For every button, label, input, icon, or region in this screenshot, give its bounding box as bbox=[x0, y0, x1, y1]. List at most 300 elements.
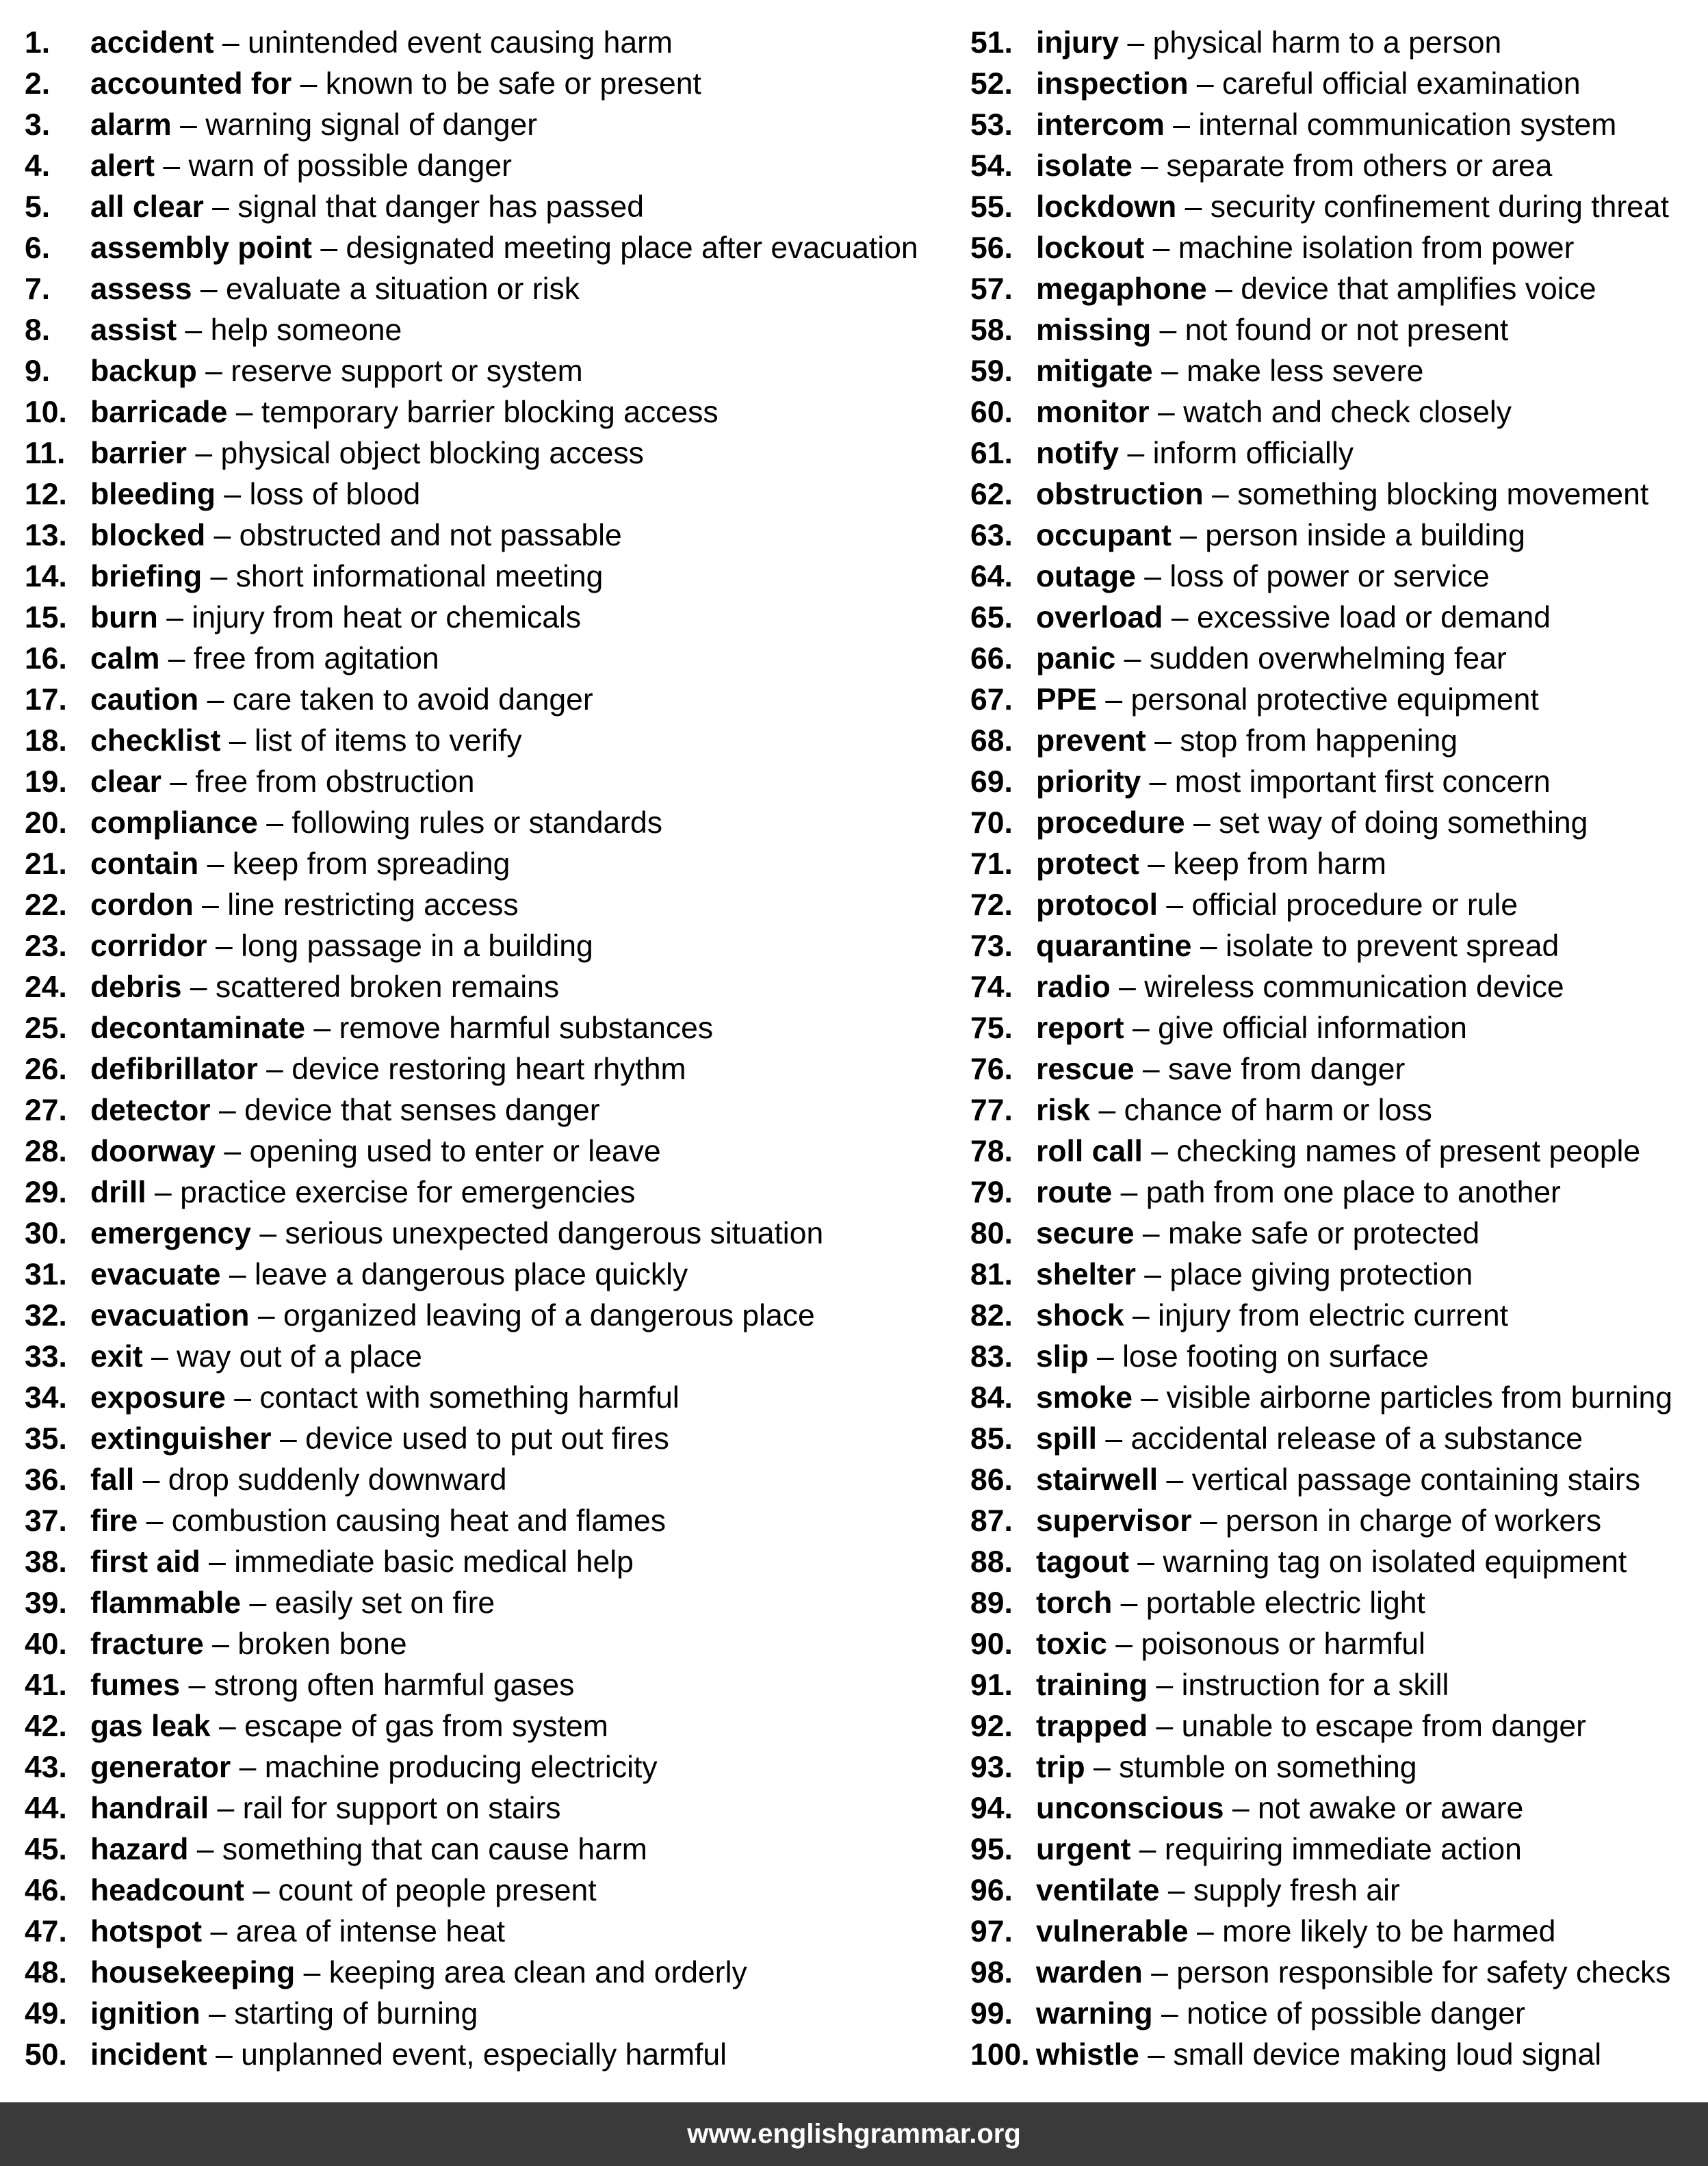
dash-separator: – bbox=[249, 1299, 283, 1332]
item-definition: practice exercise for emergencies bbox=[180, 1176, 636, 1209]
item-term: intercom bbox=[1036, 108, 1165, 142]
list-item bbox=[970, 1337, 1703, 1378]
item-definition: watch and check closely bbox=[1183, 396, 1512, 429]
dash-separator: – bbox=[1148, 1668, 1182, 1702]
item-definition: list of items to verify bbox=[254, 724, 522, 758]
dash-separator: – bbox=[205, 519, 240, 552]
list-item bbox=[25, 228, 962, 269]
item-number: 84. bbox=[970, 1381, 1013, 1415]
item-number: 66. bbox=[970, 642, 1013, 675]
item-definition: injury from electric current bbox=[1158, 1299, 1508, 1332]
item-number: 48. bbox=[25, 1956, 67, 1989]
left-column bbox=[25, 23, 962, 2076]
item-term: priority bbox=[1036, 765, 1141, 799]
item-definition: warning tag on isolated equipment bbox=[1163, 1545, 1627, 1579]
item-term: briefing bbox=[90, 560, 203, 593]
item-term: accident bbox=[90, 26, 214, 60]
list-item bbox=[970, 1870, 1703, 1911]
item-definition: set way of doing something bbox=[1219, 806, 1588, 840]
dash-separator: – bbox=[192, 272, 226, 306]
item-term: stairwell bbox=[1036, 1463, 1159, 1497]
item-number: 61. bbox=[970, 437, 1013, 470]
item-term: blocked bbox=[90, 519, 206, 552]
item-definition: wireless communication device bbox=[1144, 970, 1564, 1004]
list-item bbox=[25, 844, 962, 885]
item-definition: short informational meeting bbox=[235, 560, 604, 593]
item-term: hotspot bbox=[90, 1915, 203, 1948]
item-term: inspection bbox=[1036, 67, 1189, 101]
item-number: 56. bbox=[970, 231, 1013, 265]
item-definition: broken bone bbox=[237, 1627, 407, 1661]
item-number: 37. bbox=[25, 1504, 67, 1538]
item-number: 24. bbox=[25, 970, 67, 1004]
list-item bbox=[970, 1090, 1703, 1131]
item-term: detector bbox=[90, 1094, 211, 1127]
item-number: 71. bbox=[970, 847, 1013, 881]
list-item bbox=[970, 23, 1703, 64]
item-term: outage bbox=[1036, 560, 1136, 593]
dash-separator: – bbox=[1097, 683, 1131, 717]
item-term: overload bbox=[1036, 601, 1163, 634]
list-item bbox=[970, 1172, 1703, 1213]
item-number: 60. bbox=[970, 396, 1013, 429]
item-definition: sudden overwhelming fear bbox=[1149, 642, 1507, 675]
dash-separator: – bbox=[1191, 929, 1226, 963]
item-definition: drop suddenly downward bbox=[168, 1463, 507, 1497]
dash-separator: – bbox=[1085, 1751, 1120, 1784]
dash-separator: – bbox=[1130, 1833, 1165, 1866]
item-number: 45. bbox=[25, 1833, 67, 1866]
item-definition: separate from others or area bbox=[1166, 149, 1553, 183]
item-number: 31. bbox=[25, 1258, 67, 1291]
item-number: 28. bbox=[25, 1135, 67, 1168]
list-item bbox=[25, 1254, 962, 1295]
item-number: 19. bbox=[25, 765, 67, 799]
item-number: 35. bbox=[25, 1422, 67, 1456]
item-definition: remove harmful substances bbox=[339, 1011, 714, 1045]
item-number: 81. bbox=[970, 1258, 1013, 1291]
item-definition: notice of possible danger bbox=[1187, 1997, 1525, 2030]
item-definition: known to be safe or present bbox=[325, 67, 701, 101]
item-number: 62. bbox=[970, 478, 1013, 511]
item-number: 9. bbox=[25, 354, 51, 388]
dash-separator: – bbox=[1142, 1956, 1177, 1989]
list-item bbox=[970, 1419, 1703, 1460]
item-term: housekeeping bbox=[90, 1956, 296, 1989]
item-term: exit bbox=[90, 1340, 143, 1374]
item-term: barricade bbox=[90, 396, 228, 429]
dash-separator: – bbox=[220, 724, 255, 758]
item-number: 11. bbox=[25, 437, 66, 470]
item-term: lockout bbox=[1036, 231, 1145, 265]
item-number: 1. bbox=[25, 26, 51, 60]
dash-separator: – bbox=[1206, 272, 1241, 306]
dash-separator: – bbox=[1110, 970, 1145, 1004]
dash-separator: – bbox=[1203, 478, 1238, 511]
item-term: accounted for bbox=[90, 67, 292, 101]
item-number: 22. bbox=[25, 888, 67, 922]
item-term: injury bbox=[1036, 26, 1120, 60]
dash-separator: – bbox=[295, 1956, 329, 1989]
dash-separator: – bbox=[157, 601, 192, 634]
dash-separator: – bbox=[202, 560, 236, 593]
item-number: 51. bbox=[970, 26, 1013, 60]
item-number: 79. bbox=[970, 1176, 1013, 1209]
item-number: 75. bbox=[970, 1011, 1013, 1045]
item-definition: warning signal of danger bbox=[205, 108, 538, 142]
list-item bbox=[970, 1829, 1703, 1870]
dash-separator: – bbox=[207, 929, 242, 963]
item-number: 39. bbox=[25, 1586, 67, 1620]
item-definition: keep from harm bbox=[1173, 847, 1386, 881]
item-number: 58. bbox=[970, 313, 1013, 347]
list-item bbox=[970, 1542, 1703, 1583]
item-definition: escape of gas from system bbox=[244, 1710, 608, 1743]
item-term: flammable bbox=[90, 1586, 242, 1620]
item-definition: contact with something harmful bbox=[259, 1381, 680, 1415]
list-item bbox=[25, 1911, 962, 1952]
item-term: all clear bbox=[90, 190, 204, 224]
item-term: fall bbox=[90, 1463, 135, 1497]
dash-separator: – bbox=[177, 313, 211, 347]
list-item bbox=[25, 1172, 962, 1213]
list-item bbox=[25, 1870, 962, 1911]
item-number: 96. bbox=[970, 1874, 1013, 1907]
list-item bbox=[25, 1583, 962, 1624]
list-item bbox=[25, 1049, 962, 1090]
item-term: bleeding bbox=[90, 478, 216, 511]
list-item bbox=[25, 1131, 962, 1172]
list-item bbox=[970, 967, 1703, 1008]
dash-separator: – bbox=[271, 1422, 306, 1456]
item-number: 80. bbox=[970, 1217, 1013, 1250]
dash-separator: – bbox=[1097, 1422, 1131, 1456]
item-number: 52. bbox=[970, 67, 1013, 101]
item-number: 99. bbox=[970, 1997, 1013, 2030]
item-number: 40. bbox=[25, 1627, 67, 1661]
item-number: 36. bbox=[25, 1463, 67, 1497]
item-definition: make less severe bbox=[1187, 354, 1424, 388]
item-number: 21. bbox=[25, 847, 67, 881]
item-term: handrail bbox=[90, 1792, 209, 1825]
item-definition: physical object blocking access bbox=[220, 437, 644, 470]
item-definition: free from obstruction bbox=[195, 765, 475, 799]
list-item bbox=[970, 721, 1703, 762]
item-definition: designated meeting place after evacuation bbox=[346, 231, 918, 265]
item-number: 53. bbox=[970, 108, 1013, 142]
item-definition: evaluate a situation or risk bbox=[225, 272, 580, 306]
item-number: 44. bbox=[25, 1792, 67, 1825]
dash-separator: – bbox=[180, 1668, 214, 1702]
item-term: drill bbox=[90, 1176, 146, 1209]
item-definition: obstructed and not passable bbox=[239, 519, 622, 552]
item-term: urgent bbox=[1036, 1833, 1131, 1866]
list-item bbox=[25, 762, 962, 803]
list-item bbox=[25, 1788, 962, 1829]
list-item bbox=[25, 64, 962, 105]
list-item bbox=[970, 64, 1703, 105]
dash-separator: – bbox=[1107, 1627, 1141, 1661]
dash-separator: – bbox=[1119, 26, 1153, 60]
item-term: procedure bbox=[1036, 806, 1185, 840]
dash-separator: – bbox=[220, 1258, 255, 1291]
item-number: 82. bbox=[970, 1299, 1013, 1332]
dash-separator: – bbox=[214, 26, 248, 60]
item-number: 94. bbox=[970, 1792, 1013, 1825]
item-term: monitor bbox=[1036, 396, 1150, 429]
item-term: route bbox=[1036, 1176, 1113, 1209]
item-term: contain bbox=[90, 847, 199, 881]
item-definition: free from agitation bbox=[193, 642, 439, 675]
list-item bbox=[970, 1706, 1703, 1747]
dash-separator: – bbox=[1224, 1792, 1258, 1825]
item-term: assist bbox=[90, 313, 177, 347]
item-term: defibrillator bbox=[90, 1053, 258, 1086]
dash-separator: – bbox=[181, 970, 216, 1004]
item-number: 42. bbox=[25, 1710, 67, 1743]
item-term: warning bbox=[1036, 1997, 1153, 2030]
item-number: 86. bbox=[970, 1463, 1013, 1497]
list-item bbox=[970, 269, 1703, 310]
dash-separator: – bbox=[207, 2038, 242, 2072]
list-item bbox=[970, 680, 1703, 721]
dash-separator: – bbox=[257, 1053, 292, 1086]
item-term: notify bbox=[1036, 437, 1120, 470]
dash-separator: – bbox=[1112, 1586, 1146, 1620]
dash-separator: – bbox=[200, 1545, 235, 1579]
item-term: rescue bbox=[1036, 1053, 1135, 1086]
dash-separator: – bbox=[305, 1011, 339, 1045]
item-definition: save from danger bbox=[1167, 1053, 1406, 1086]
dash-separator: – bbox=[1144, 231, 1178, 265]
item-term: headcount bbox=[90, 1874, 244, 1907]
item-term: corridor bbox=[90, 929, 207, 963]
item-definition: easily set on fire bbox=[274, 1586, 495, 1620]
item-definition: something blocking movement bbox=[1237, 478, 1649, 511]
list-item bbox=[25, 1460, 962, 1501]
item-number: 29. bbox=[25, 1176, 67, 1209]
item-number: 16. bbox=[25, 642, 67, 675]
dash-separator: – bbox=[1135, 1258, 1170, 1291]
list-item bbox=[970, 885, 1703, 926]
item-number: 27. bbox=[25, 1094, 67, 1127]
item-number: 18. bbox=[25, 724, 67, 758]
item-definition: unplanned event, especially harmful bbox=[241, 2038, 727, 2072]
item-definition: not found or not present bbox=[1185, 313, 1509, 347]
dash-separator: – bbox=[1132, 149, 1167, 183]
list-item bbox=[25, 105, 962, 146]
item-definition: visible airborne particles from burning bbox=[1166, 1381, 1673, 1415]
list-item bbox=[970, 1131, 1703, 1172]
dash-separator: – bbox=[241, 1586, 275, 1620]
item-number: 78. bbox=[970, 1135, 1013, 1168]
dash-separator: – bbox=[244, 1874, 279, 1907]
item-number: 7. bbox=[25, 272, 51, 306]
dash-separator: – bbox=[159, 642, 194, 675]
dash-separator: – bbox=[292, 67, 326, 101]
item-definition: line restricting access bbox=[227, 888, 519, 922]
dash-separator: – bbox=[227, 396, 261, 429]
dash-separator: – bbox=[1090, 1094, 1124, 1127]
dash-separator: – bbox=[1151, 313, 1185, 347]
dash-separator: – bbox=[1139, 847, 1174, 881]
list-item bbox=[970, 1624, 1703, 1665]
list-item bbox=[25, 1665, 962, 1706]
item-term: spill bbox=[1036, 1422, 1098, 1456]
item-definition: path from one place to another bbox=[1146, 1176, 1561, 1209]
list-item bbox=[970, 392, 1703, 433]
list-item bbox=[970, 597, 1703, 639]
item-term: roll call bbox=[1036, 1135, 1143, 1168]
item-definition: stop from happening bbox=[1180, 724, 1458, 758]
list-item bbox=[970, 1049, 1703, 1090]
dash-separator: – bbox=[1128, 1545, 1163, 1579]
dash-separator: – bbox=[200, 1997, 235, 2030]
item-number: 13. bbox=[25, 519, 67, 552]
item-definition: keeping area clean and orderly bbox=[328, 1956, 747, 1989]
item-term: mitigate bbox=[1036, 354, 1153, 388]
list-item bbox=[25, 967, 962, 1008]
list-item bbox=[25, 1213, 962, 1254]
item-definition: help someone bbox=[210, 313, 402, 347]
item-definition: inform officially bbox=[1152, 437, 1354, 470]
list-item bbox=[25, 1952, 962, 1994]
dash-separator: – bbox=[1158, 1463, 1192, 1497]
dash-separator: – bbox=[1142, 1135, 1177, 1168]
list-item bbox=[25, 1378, 962, 1419]
list-item bbox=[970, 515, 1703, 556]
list-item bbox=[25, 803, 962, 844]
item-term: barrier bbox=[90, 437, 187, 470]
item-term: extinguisher bbox=[90, 1422, 272, 1456]
list-item bbox=[25, 1624, 962, 1665]
item-definition: internal communication system bbox=[1198, 108, 1617, 142]
item-term: lockdown bbox=[1036, 190, 1177, 224]
list-item bbox=[970, 803, 1703, 844]
item-number: 83. bbox=[970, 1340, 1013, 1374]
dash-separator: – bbox=[203, 1627, 238, 1661]
item-number: 17. bbox=[25, 683, 67, 717]
item-term: risk bbox=[1036, 1094, 1091, 1127]
dash-separator: – bbox=[311, 231, 346, 265]
item-term: slip bbox=[1036, 1340, 1089, 1374]
item-definition: way out of a place bbox=[177, 1340, 422, 1374]
item-number: 88. bbox=[970, 1545, 1013, 1579]
item-number: 65. bbox=[970, 601, 1013, 634]
item-term: doorway bbox=[90, 1135, 216, 1168]
item-term: vulnerable bbox=[1036, 1915, 1189, 1948]
item-number: 98. bbox=[970, 1956, 1013, 1989]
item-definition: immediate basic medical help bbox=[234, 1545, 634, 1579]
item-definition: count of people present bbox=[278, 1874, 597, 1907]
dash-separator: – bbox=[1176, 190, 1211, 224]
dash-separator: – bbox=[1164, 108, 1199, 142]
item-number: 8. bbox=[25, 313, 51, 347]
item-definition: machine isolation from power bbox=[1178, 231, 1575, 265]
list-item bbox=[970, 1665, 1703, 1706]
list-item bbox=[25, 926, 962, 967]
list-item bbox=[970, 2035, 1703, 2076]
item-definition: accidental release of a substance bbox=[1130, 1422, 1583, 1456]
item-definition: care taken to avoid danger bbox=[232, 683, 593, 717]
item-number: 23. bbox=[25, 929, 67, 963]
list-item bbox=[970, 762, 1703, 803]
dash-separator: – bbox=[209, 1792, 243, 1825]
item-term: fracture bbox=[90, 1627, 204, 1661]
item-definition: place giving protection bbox=[1169, 1258, 1473, 1291]
dash-separator: – bbox=[210, 1094, 245, 1127]
list-item bbox=[970, 639, 1703, 680]
list-item bbox=[25, 433, 962, 474]
dash-separator: – bbox=[1124, 1011, 1159, 1045]
item-definition: device that senses danger bbox=[244, 1094, 600, 1127]
item-definition: temporary barrier blocking access bbox=[261, 396, 719, 429]
item-term: first aid bbox=[90, 1545, 200, 1579]
item-term: caution bbox=[90, 683, 199, 717]
list-item bbox=[970, 1501, 1703, 1542]
list-item bbox=[25, 556, 962, 597]
dash-separator: – bbox=[1157, 888, 1192, 922]
list-item bbox=[970, 146, 1703, 187]
dash-separator: – bbox=[1088, 1340, 1123, 1374]
item-definition: stumble on something bbox=[1119, 1751, 1417, 1784]
item-definition: person in charge of workers bbox=[1226, 1504, 1602, 1538]
item-definition: make safe or protected bbox=[1167, 1217, 1480, 1250]
item-number: 92. bbox=[970, 1710, 1013, 1743]
item-term: emergency bbox=[90, 1217, 251, 1250]
item-definition: serious unexpected dangerous situation bbox=[285, 1217, 824, 1250]
item-number: 34. bbox=[25, 1381, 67, 1415]
item-definition: more likely to be harmed bbox=[1222, 1915, 1556, 1948]
item-definition: signal that danger has passed bbox=[237, 190, 645, 224]
item-term: quarantine bbox=[1036, 929, 1192, 963]
dash-separator: – bbox=[198, 847, 233, 881]
item-definition: most important first concern bbox=[1174, 765, 1551, 799]
item-definition: checking names of present people bbox=[1176, 1135, 1641, 1168]
list-item bbox=[970, 1994, 1703, 2035]
dash-separator: – bbox=[198, 683, 233, 717]
item-term: PPE bbox=[1036, 683, 1098, 717]
item-term: isolate bbox=[1036, 149, 1133, 183]
item-term: trapped bbox=[1036, 1710, 1148, 1743]
item-number: 91. bbox=[970, 1668, 1013, 1702]
item-number: 20. bbox=[25, 806, 67, 840]
footer-url[interactable]: www.englishgrammar.org bbox=[687, 2119, 1021, 2149]
item-number: 54. bbox=[970, 149, 1013, 183]
item-definition: lose footing on surface bbox=[1122, 1340, 1429, 1374]
item-definition: poisonous or harmful bbox=[1141, 1627, 1425, 1661]
item-term: evacuation bbox=[90, 1299, 250, 1332]
item-number: 10. bbox=[25, 396, 67, 429]
item-definition: starting of burning bbox=[234, 1997, 478, 2030]
dash-separator: – bbox=[1188, 67, 1223, 101]
list-item bbox=[25, 597, 962, 639]
list-item bbox=[25, 1542, 962, 1583]
list-item bbox=[970, 1295, 1703, 1337]
item-number: 50. bbox=[25, 2038, 67, 2072]
list-item bbox=[25, 351, 962, 392]
item-definition: organized leaving of a dangerous place bbox=[283, 1299, 815, 1332]
item-definition: injury from heat or chemicals bbox=[192, 601, 582, 634]
item-number: 15. bbox=[25, 601, 67, 634]
item-number: 68. bbox=[970, 724, 1013, 758]
item-number: 95. bbox=[970, 1833, 1013, 1866]
item-definition: loss of power or service bbox=[1169, 560, 1490, 593]
list-item bbox=[25, 2035, 962, 2076]
list-item bbox=[25, 1337, 962, 1378]
list-item bbox=[25, 1295, 962, 1337]
dash-separator: – bbox=[1149, 396, 1184, 429]
